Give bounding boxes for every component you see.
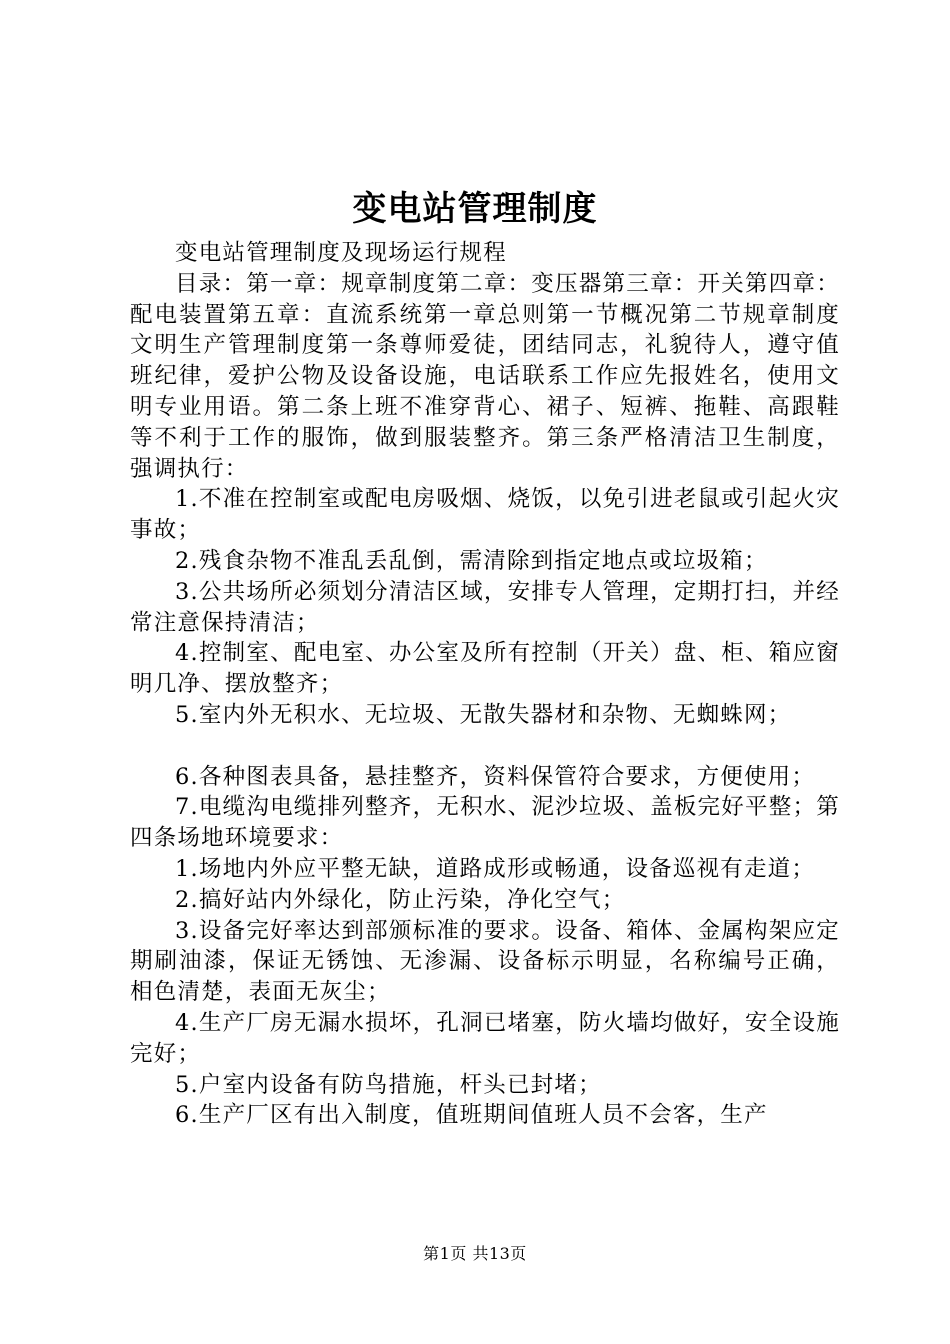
paragraph-item: 2.残食杂物不准乱丢乱倒，需清除到指定地点或垃圾箱； [175, 547, 768, 574]
paragraph-item: 5.室内外无积水、无垃圾、无散失器材和杂物、无蜘蛛网； [175, 701, 792, 728]
paragraph-item: 6.各种图表具备，悬挂整齐，资料保管符合要求，方便使用； [175, 763, 816, 790]
paragraph-item: 7.电缆沟电缆排列整齐，无积水、泥沙垃圾、盖板完好平整；第四条场地环境要求： [130, 794, 840, 852]
paragraph-item: 3.公共场所必须划分清洁区域，安排专人管理，定期打扫，并经常注意保持清洁； [130, 578, 840, 636]
paragraph-subtitle: 变电站管理制度及现场运行规程 [175, 240, 507, 266]
page-footer: 第1页 共13页 [423, 1244, 527, 1263]
paragraph-item: 2.搞好站内外绿化，防止污染，净化空气； [175, 886, 626, 913]
paragraph-item: 5.户室内设备有防鸟措施，杆头已封堵； [175, 1071, 602, 1098]
paragraph-item: 3.设备完好率达到部颁标准的要求。设备、箱体、金属构架应定期刷油漆，保证无锈蚀、无渗漏、设备标示明显，名称编号正确，相色清楚，表面无灰尘； [130, 917, 840, 1006]
document-title: 变电站管理制度 [352, 189, 598, 229]
document-body [130, 238, 840, 1131]
paragraph-item: 6.生产厂区有出入制度，值班期间值班人员不会客，生产 [175, 1102, 768, 1129]
paragraph-item: 4.生产厂房无漏水损坏，孔洞已堵塞，防火墙均做好，安全设施完好； [130, 1009, 840, 1067]
paragraph-item: 4.控制室、配电室、办公室及所有控制（开关）盘、柜、箱应窗明几净、摆放整齐； [130, 640, 840, 698]
paragraph-blank [130, 731, 840, 762]
paragraph-item: 1.场地内外应平整无缺，道路成形或畅通，设备巡视有走道； [175, 855, 816, 882]
paragraph-item: 1.不准在控制室或配电房吸烟、烧饭，以免引进老鼠或引起火灾事故； [130, 486, 840, 544]
paragraph-contents: 目录：第一章：规章制度第二章：变压器第三章：开关第四章：配电装置第五章：直流系统第一章总则第一节概况第二节规章制度文明生产管理制度第一条尊师爱徒，团结同志，礼貌待人，遵守值班纪律，爱护公物及设备设施，电话联系工作应先报姓名，使用文明专业用语。第二条上班不准穿背心、裙子、短裤、拖鞋、高跟鞋等不利于工作的服饰，做到服装整齐。第三条严格清洁卫生制度，强调执行： [130, 270, 840, 482]
